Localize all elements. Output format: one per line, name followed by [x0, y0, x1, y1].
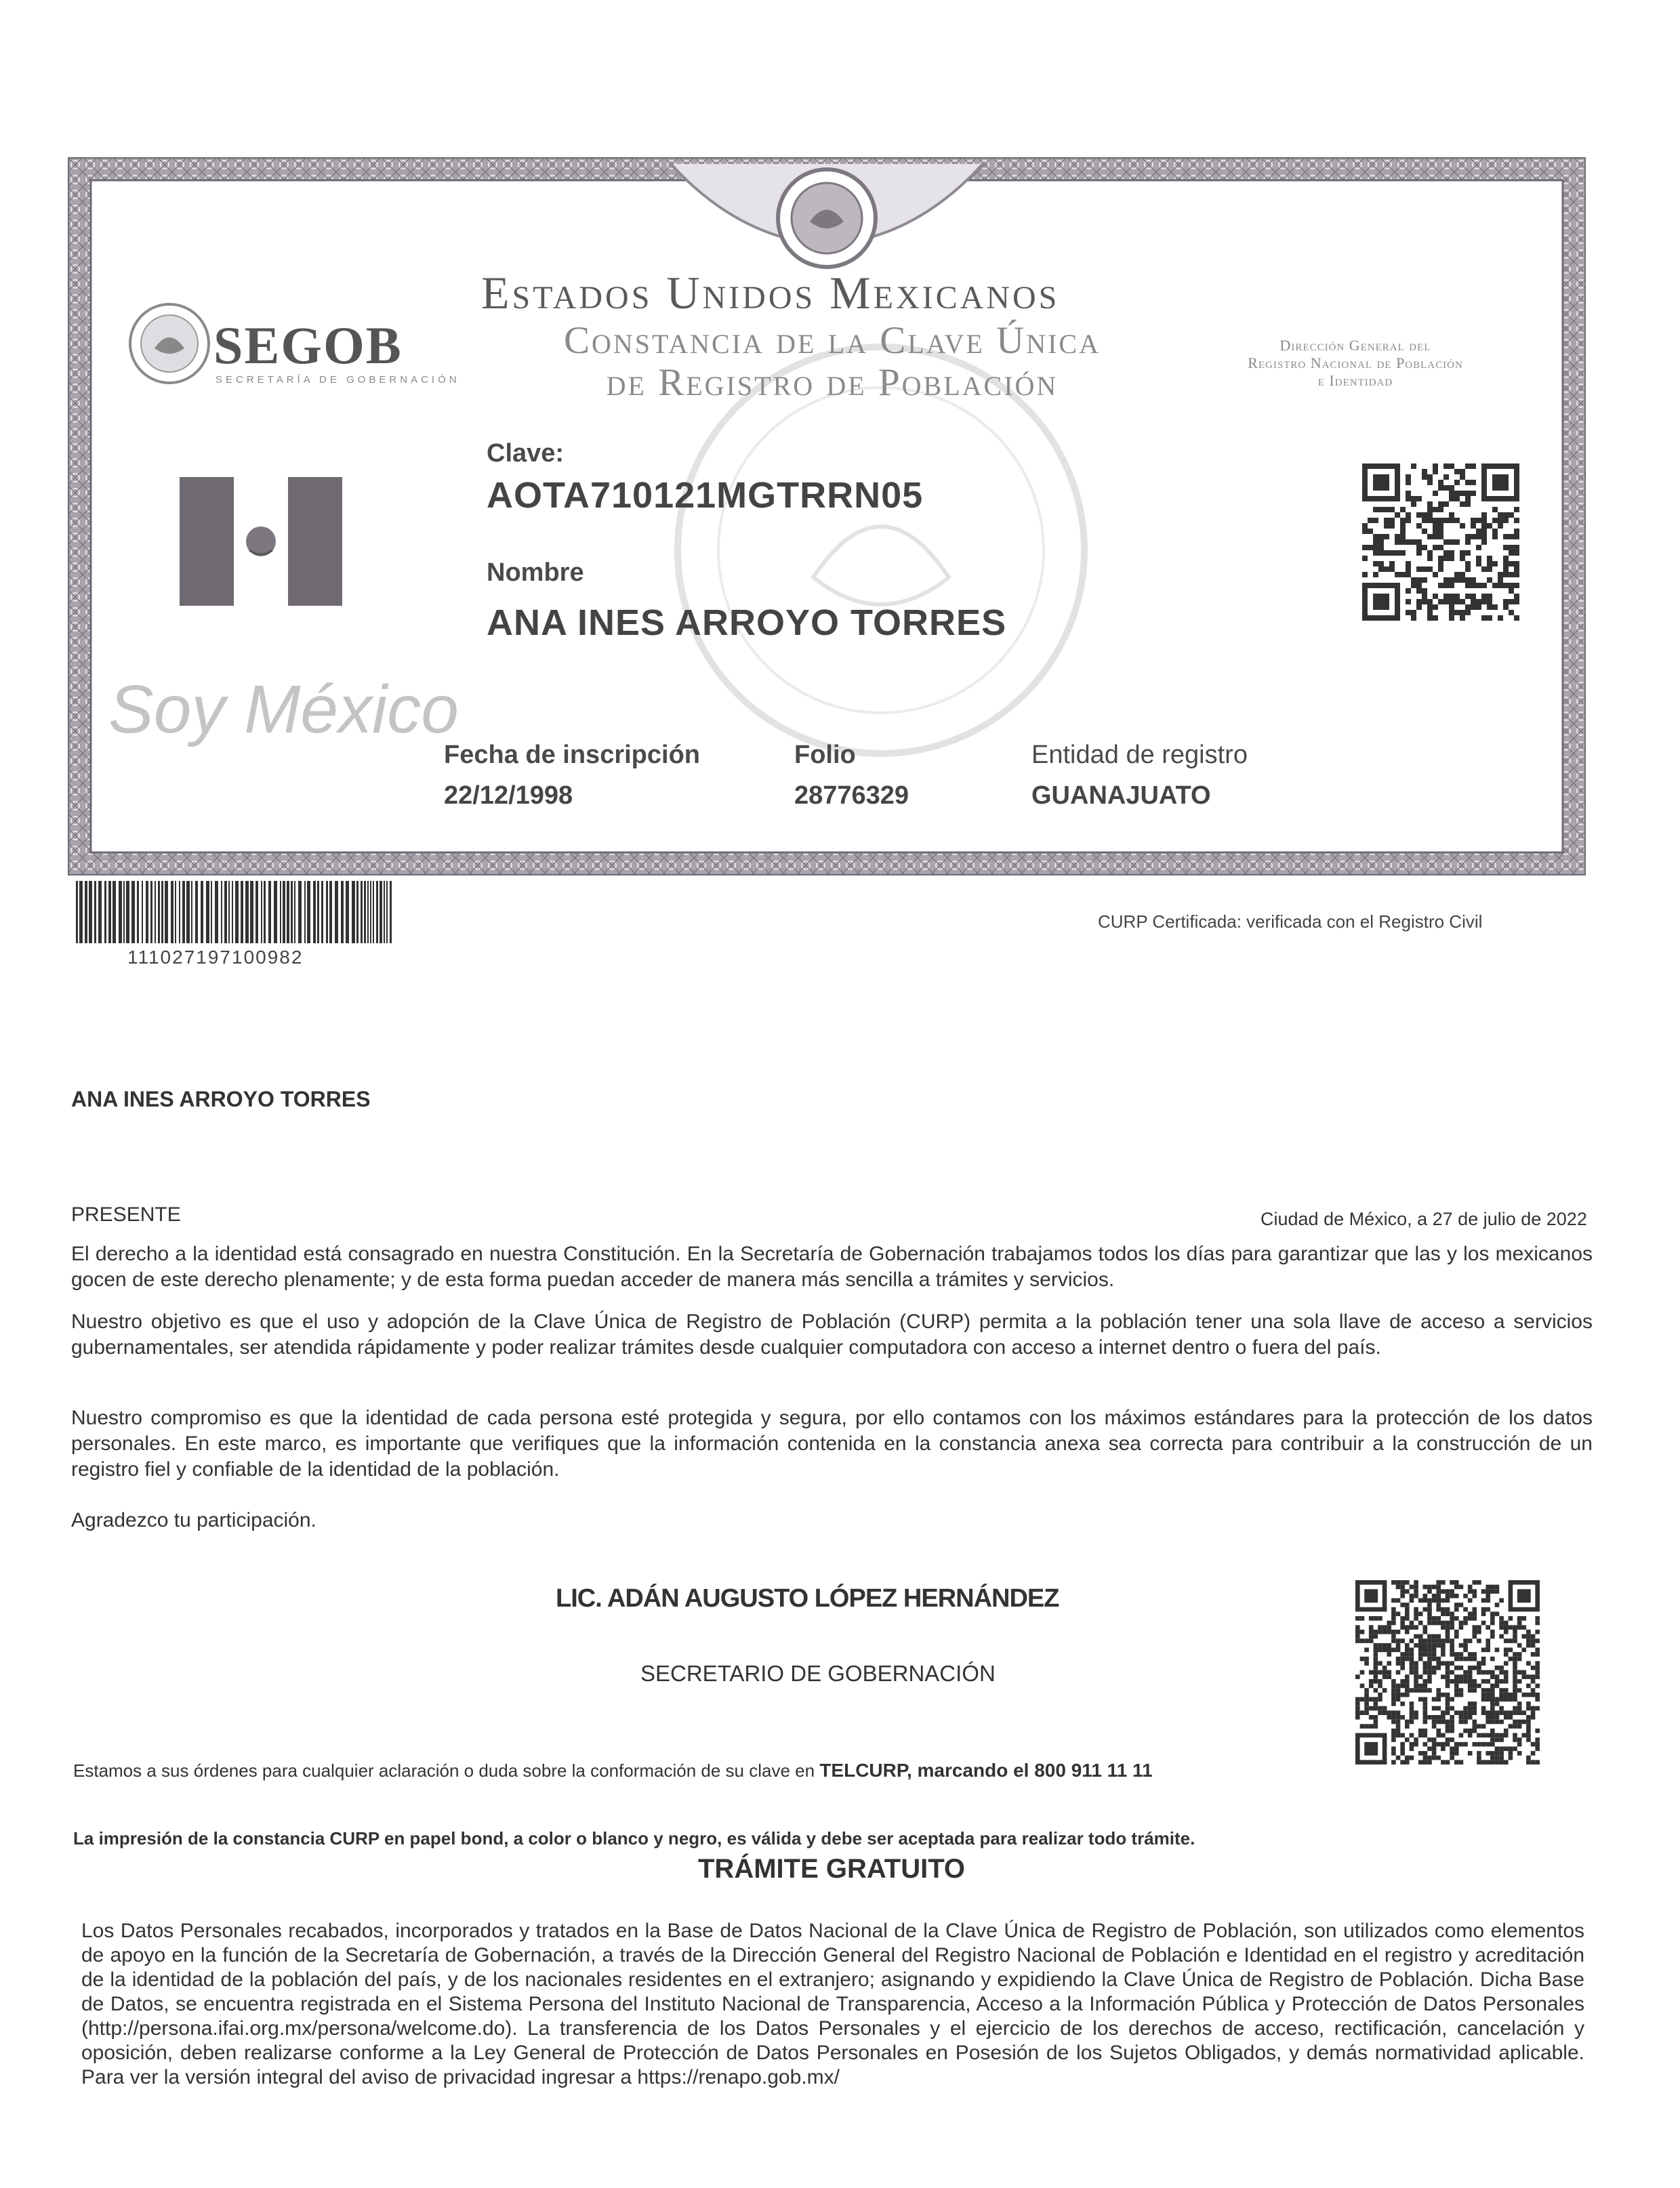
signer-name: LIC. ADÁN AUGUSTO LÓPEZ HERNÁNDEZ [556, 1584, 1059, 1613]
mexican-flag-icon [180, 477, 342, 606]
telcurp-info [73, 1760, 1153, 1781]
nombre-label: Nombre [487, 558, 584, 587]
letter-recipient: ANA INES ARROYO TORRES [71, 1087, 371, 1111]
direccion-line1: Dirección General del [1279, 337, 1431, 354]
letter-paragraph-3: Nuestro compromiso es que la identidad de cada persona esté protegida y segura, por ello contamos con los máximos estándares para la protección de los datos personales. En este marco, es importante que verifiques que la información contenida en la constancia anexa sea correcta para contribuir a la construcción de un registro fiel y confiable de la identidad de la población. [71, 1407, 1593, 1481]
direccion-line2: Registro Nacional de Población [1248, 354, 1463, 371]
impresion-validez-note: La impresión de la constancia CURP en papel bond, a color o blanco y negro, es válida y debe ser aceptada para realizar todo trámite. [73, 1828, 1195, 1849]
document-title-line1: Constancia de la Clave Única [563, 319, 1101, 362]
tramite-gratuito-heading: TRÁMITE GRATUITO [698, 1854, 966, 1884]
qr-code-letter [1355, 1580, 1540, 1764]
document-title [514, 320, 1151, 404]
folio-value: 28776329 [794, 781, 909, 810]
barcode-number: 111027197100982 [127, 947, 304, 968]
privacy-notice: Los Datos Personales recabados, incorporados y tratados en la Base de Datos Nacional de la Clave Única de Registro de Población, son utilizados como elementos de apoyo en la función de la Secretaría de Gobernación, a través de la Dirección General del Registro Nacional de Población e Identidad en el registro y acreditación de la identidad de la población del país, y de los nacionales residentes en el extranjero; asignando y expidiendo la Clave Única de Registro de Población. Dicha Base de Datos, se encuentra registrada en el Sistema Persona del Instituto Nacional de Transparencia, Acceso a la Información Pública y Protección de Datos Personales (http://persona.ifai.org.mx/persona/welcome.do). La transferencia de los Datos Personales y el ejercicio de los derechos de acceso, rectificación, cancelación y oposición, deben realizarse conforme a la Ley General de Protección de Datos Personales en Posesión de los Sujetos Obligados, y demás normatividad aplicable. Para ver la versión integral del aviso de privacidad ingresar a https://renapo.gob.mx/ [81, 1920, 1584, 2088]
direccion-line3: e Identidad [1317, 372, 1393, 389]
document-title-line2: de Registro de Población [606, 361, 1059, 404]
segob-logo-text: SEGOB [213, 316, 403, 375]
entidad-registro-value: GUANAJUATO [1031, 781, 1211, 810]
direccion-general-label [1193, 337, 1518, 390]
nombre-value: ANA INES ARROYO TORRES [487, 602, 1007, 643]
clave-value: AOTA710121MGTRRN05 [487, 475, 924, 516]
letter-paragraph-1: El derecho a la identidad está consagrado en nuestra Constitución. En la Secretaría de Gobernación trabajamos todos los días para garantizar que las y los mexicanos gocen de este derecho plenamente; y de esta forma puedan acceder de manera más sencilla a trámites y servicios. [71, 1243, 1593, 1291]
presente-label: PRESENTE [71, 1203, 181, 1226]
signer-title: SECRETARIO DE GOBERNACIÓN [640, 1661, 996, 1686]
telcurp-text: Estamos a sus órdenes para cualquier aclaración o duda sobre la conformación de su clave en [73, 1760, 815, 1781]
curp-certificada-note: CURP Certificada: verificada con el Registro Civil [1098, 911, 1483, 932]
soy-mexico-slogan: Soy México [108, 672, 459, 747]
fecha-inscripcion-label: Fecha de inscripción [444, 741, 700, 769]
qr-code-card [1362, 463, 1519, 621]
letter-closing: Agradezco tu participación. [71, 1509, 316, 1531]
entidad-registro-label: Entidad de registro [1031, 741, 1248, 769]
fecha-inscripcion-value: 22/12/1998 [444, 781, 573, 810]
segob-seal-icon [130, 304, 209, 383]
barcode [76, 881, 394, 943]
folio-label: Folio [794, 741, 856, 769]
letter-paragraph-2: Nuestro objetivo es que el uso y adopción de la Clave Única de Registro de Población (CURP) permita a la población tener una sola llave de acceso a servicios gubernamentales, ser atendida rápidamente y poder realizar trámites desde cualquier computadora con acceso a internet dentro o fuera del país. [71, 1310, 1593, 1359]
place-date: Ciudad de México, a 27 de julio de 2022 [1261, 1209, 1587, 1229]
telcurp-phone: TELCURP, marcando el 800 911 11 11 [819, 1760, 1153, 1781]
segob-subtitle: SECRETARÍA DE GOBERNACIÓN [216, 374, 460, 386]
clave-label: Clave: [487, 439, 565, 468]
country-title: Estados Unidos Mexicanos [481, 267, 1060, 318]
